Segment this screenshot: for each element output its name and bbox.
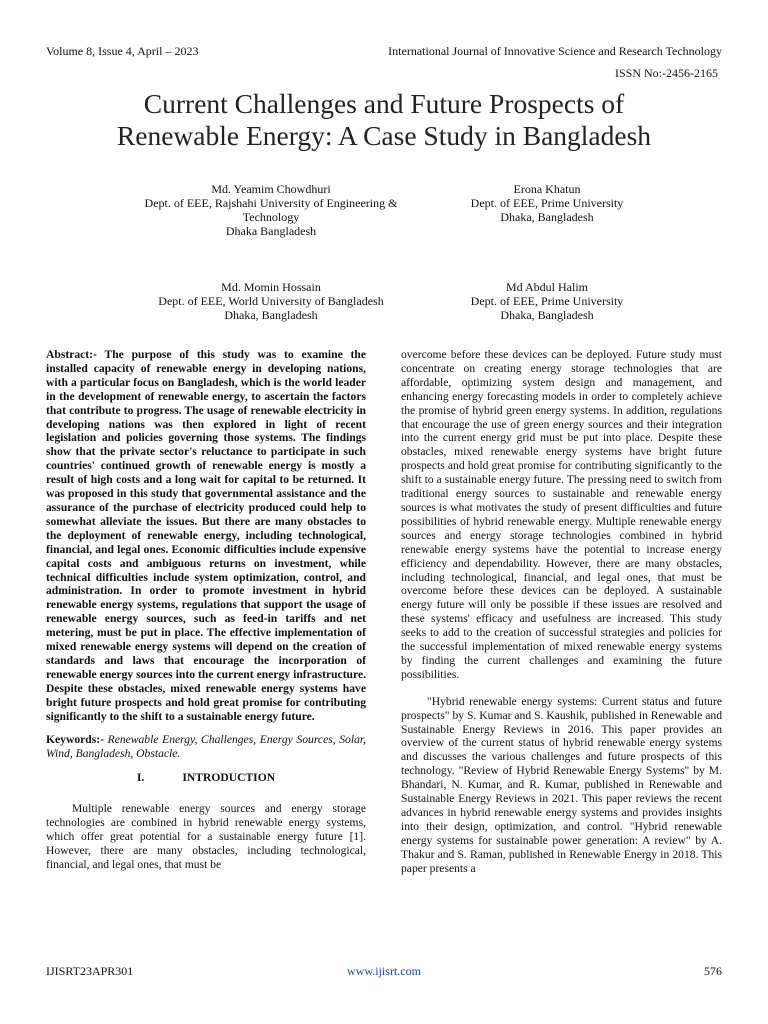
author-location: Dhaka, Bangladesh — [500, 308, 594, 322]
author-block — [432, 280, 662, 322]
right-column — [401, 348, 722, 876]
literature-paragraph: "Hybrid renewable energy systems: Current status and future prospects" by S. Kumar and S. Kaushik, published in Renewable and Sustainable Energy Reviews in 2016. This paper provides an overview of the current status of hybrid renewable energy systems and discusses the various challenges and future prospects of this technology. "Review of Hybrid Renewable Energy Systems" by M. Bhandari, N. Kumar, and R. Kumar, published in Renewable and Sustainable Energy Reviews in 2021. This paper reviews the recent advances in hybrid renewable energy systems and provides insights into their design, optimization, and control. "Hybrid renewable energy systems for sustainable power generation: A review" by A. Thakur and S. Raman, published in Renewable Energy in 2018. This paper presents a — [401, 694, 722, 875]
author-dept: Dept. of EEE, World University of Bangladesh — [158, 294, 384, 308]
author-dept: Dept. of EEE, Rajshahi University of Engineering & — [144, 196, 398, 210]
author-block — [432, 182, 662, 224]
page-number: 576 — [704, 964, 722, 978]
author-block — [128, 280, 414, 322]
author-dept: Dept. of EEE, Prime University — [470, 196, 624, 210]
author-location: Dhaka Bangladesh — [225, 224, 317, 238]
paper-title — [40, 88, 728, 152]
issn: ISSN No:-2456-2165 — [614, 66, 718, 80]
title-line-2: Renewable Energy: A Case Study in Bangladesh — [116, 120, 652, 151]
journal-link[interactable]: www.ijisrt.com — [347, 964, 421, 978]
author-dept: Dept. of EEE, Prime University — [470, 294, 624, 308]
section-number: I. — [136, 771, 145, 785]
journal-name: International Journal of Innovative Science and Research Technology — [388, 44, 722, 58]
author-name: Md Abdul Halim — [505, 280, 588, 294]
section-heading — [46, 771, 366, 785]
author-block — [128, 182, 414, 238]
keywords-label: Keywords:- — [46, 733, 104, 747]
footer-url — [0, 964, 768, 979]
keywords-list: Renewable Energy, Challenges, Energy Sources, Solar, Wind, Bangladesh, Obstacle. — [46, 733, 366, 761]
author-location: Dhaka, Bangladesh — [224, 308, 318, 322]
body-paragraph: overcome before these devices can be deployed. Future study must concentrate on creating energy storage technologies that are affordable, optimizing system design and management, and enhancing energy forecasting models in order to completely achieve the promise of hybrid green energy systems. In addition, regulations that encourage the use of green energy sources and their integration into the current energy grid must be put into place. Despite these obstacles, mixed renewable energy systems have bright future prospects and hold great promise for contributing significantly to the shift to a sustainable energy future. The pressing need to switch from traditional energy sources to sustainable and renewable energy sources is what motivates the study of present difficulties and future possibilities of hybrid renewable energy. Multiple renewable energy sources and energy storage technologies combined in hybrid renewable energy systems have the potential to increase energy efficiency and dependability. However, there are many obstacles, including technological, financial, and legal ones, that must be overcome before these devices can be deployed. A sustainable energy future will only be possible if these issues are resolved and these systems' efficacy and usefulness are increased. This study seeks to add to the creation of successful strategies and policies for the successful implementation of mixed renewable energy systems by finding the current challenges and examining the future possibilities. — [401, 348, 722, 681]
intro-paragraph: Multiple renewable energy sources and energy storage technologies are combined in hybrid renewable energy systems, which offer great potential for a sustainable energy future [1]. However, there are many obstacles, including technological, financial, and legal ones, that must be — [46, 802, 366, 871]
section-title: INTRODUCTION — [182, 771, 276, 785]
abstract: Abstract:- The purpose of this study was to examine the installed capacity of renewable energy in developing nations, with a particular focus on Bangladesh, which is the world leader in the development of renewable energy, to ascertain the factors that contribute to progress. The usage of renewable electricity in developing nations was then explored in light of recent legislation and policies governing those systems. The findings show that the private sector's reluctance to participate in such countries' continued growth of renewable energy is mostly a result of high costs and a long wait for capital to be returned. It was proposed in this study that governmental assistance and the assurance of the purchase of electricity produced could help to somewhat alleviate the issues. But there are many obstacles to the deployment of renewable energy, including technological, financial, and legal ones. Economic difficulties include expensive capital costs and ambiguous returns on investment, while technical difficulties include system optimization, control, and administration. In order to promote investment in hybrid renewable energy systems, regulations that support the usage of renewable energy sources, such as feed-in tariffs and net metering, must be put in place. The effective implementation of mixed renewable energy systems will depend on the creation of standards and laws that encourage the incorporation of renewable energy sources into the current energy infrastructure. Despite these obstacles, mixed renewable energy systems have bright future prospects and hold great promise for contributing significantly to the shift to a sustainable energy future. — [46, 348, 366, 723]
author-name: Md. Yeamim Chowdhuri — [211, 182, 331, 196]
author-location: Dhaka, Bangladesh — [500, 210, 594, 224]
paper-code: IJISRT23APR301 — [46, 964, 134, 978]
author-name: Erona Khatun — [513, 182, 581, 196]
author-name: Md. Momin Hossain — [221, 280, 321, 294]
title-line-1: Current Challenges and Future Prospects of — [143, 88, 625, 119]
keywords — [46, 733, 366, 761]
left-column — [46, 348, 366, 872]
author-dept-cont: Technology — [242, 210, 300, 224]
volume-issue: Volume 8, Issue 4, April – 2023 — [46, 44, 199, 58]
